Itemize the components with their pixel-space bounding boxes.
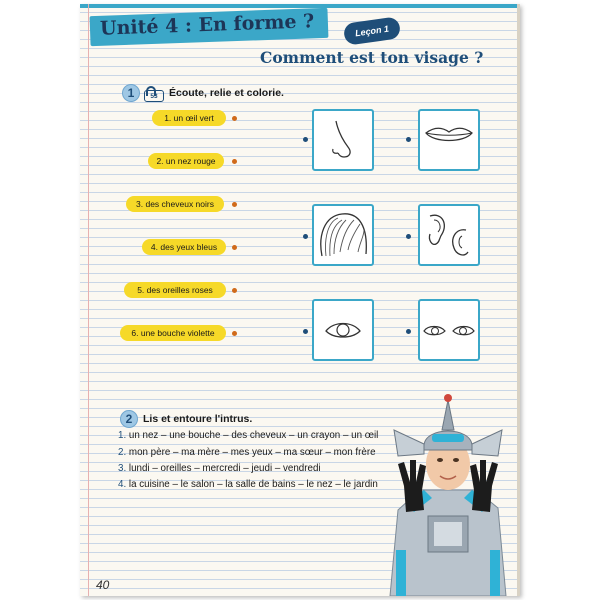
hair-icon	[314, 206, 372, 264]
picture-dot-lips[interactable]	[406, 137, 411, 142]
item-pill-6: 6. une bouche violette	[120, 325, 226, 341]
item-dot-4[interactable]	[232, 245, 237, 250]
unit-title: Unité 4 : En forme ?	[99, 10, 315, 40]
eyes-icon	[420, 301, 478, 359]
lips-picture	[418, 109, 480, 171]
ears-icon	[420, 206, 478, 264]
picture-dot-ears[interactable]	[406, 234, 411, 239]
item-dot-1[interactable]	[232, 116, 237, 121]
nose-icon	[314, 111, 372, 169]
exercise-2-instruction: Lis et entoure l'intrus.	[143, 413, 253, 425]
exercise-2-number: 2	[120, 410, 138, 428]
picture-dot-nose[interactable]	[303, 137, 308, 142]
margin-line	[88, 4, 89, 596]
workbook-page	[80, 4, 520, 596]
picture-dot-hair[interactable]	[303, 234, 308, 239]
audio-track-badge: 53	[144, 90, 164, 102]
list-item: 1. un nez – une bouche – des cheveux – un crayon – un œil	[118, 430, 379, 441]
item-pill-3: 3. des cheveux noirs	[126, 196, 224, 212]
picture-dot-eye[interactable]	[303, 329, 308, 334]
top-stripe	[80, 4, 520, 8]
picture-dot-eyes[interactable]	[406, 329, 411, 334]
eyes-picture	[418, 299, 480, 361]
item-dot-6[interactable]	[232, 331, 237, 336]
lips-icon	[420, 111, 478, 169]
eye-picture	[312, 299, 374, 361]
boy-robot-costume-illustration	[376, 390, 520, 596]
eye-icon	[314, 301, 372, 359]
nose-picture	[312, 109, 374, 171]
item-dot-2[interactable]	[232, 159, 237, 164]
exercise-1-number: 1	[122, 84, 140, 102]
list-item: 4. la cuisine – le salon – la salle de bains – le nez – le jardin	[118, 479, 378, 490]
list-item: 3. lundi – oreilles – mercredi – jeudi – vendredi	[118, 463, 321, 474]
item-pill-4: 4. des yeux bleus	[142, 239, 226, 255]
item-pill-2: 2. un nez rouge	[148, 153, 224, 169]
item-dot-5[interactable]	[232, 288, 237, 293]
list-item: 2. mon père – ma mère – mes yeux – ma sœur – mon frère	[118, 447, 376, 458]
item-pill-5: 5. des oreilles roses	[124, 282, 226, 298]
lesson-title: Comment est ton visage ?	[260, 48, 484, 67]
hair-picture	[312, 204, 374, 266]
ears-picture	[418, 204, 480, 266]
item-pill-1: 1. un œil vert	[152, 110, 226, 126]
page-number: 40	[96, 578, 110, 592]
lesson-badge: Leçon 1	[343, 16, 402, 46]
exercise-1-instruction: Écoute, relie et colorie.	[169, 87, 284, 99]
item-dot-3[interactable]	[232, 202, 237, 207]
